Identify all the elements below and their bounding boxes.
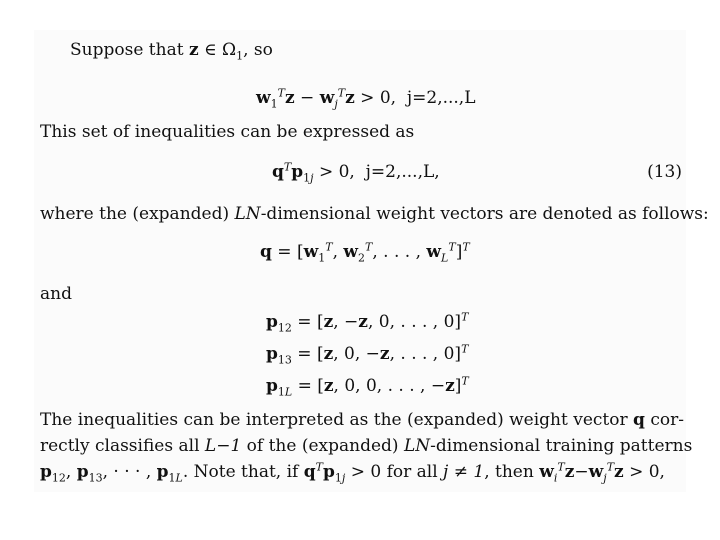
text-classifies: rectly classifies all (40, 436, 205, 456)
text-line-suppose (70, 40, 273, 63)
text-weight-vectors: -dimensional weight vectors are denoted as follows: (260, 204, 709, 224)
text-cor: cor- (644, 410, 684, 430)
text-training-patterns: -dimensional training patterns (430, 436, 693, 456)
text-interpreted: The inequalities can be interpreted as the (expanded) weight vector (40, 410, 634, 430)
equation-q-def: $q = [w_1^T$, $w_2^T$, . . . , $w_L^T]^T$ (260, 240, 470, 265)
math-ln-2: LN (403, 436, 431, 456)
math-pattern-list: $p_{12}$, $p_{13}$, · · · , $p_{1L}$ (40, 462, 183, 485)
math-in: ∈ $\Omega_1$ (204, 40, 244, 63)
math-condition: $q^Tp_{1j} > 0$ (303, 460, 382, 485)
text-line-and (40, 284, 72, 304)
document-page (34, 30, 709, 492)
math-q: q (633, 410, 645, 430)
equation-inequality: $w_1^Tz - w_j^Tz > 0$, j=2,...,L (256, 86, 476, 111)
text-line-where (40, 204, 709, 224)
text-line-set (40, 122, 414, 142)
text-note-that: . Note that, if (182, 462, 304, 482)
text-where: where the (expanded) (40, 204, 235, 224)
math-j-ne-1: j ≠ 1 (443, 462, 485, 482)
text-line-note (40, 460, 665, 485)
equation-13: $q^Tp_{1j} > 0$, j=2,...,L, (272, 160, 440, 185)
range-text: j=2,...,L (406, 88, 476, 108)
text-of-the: of the (expanded) (241, 436, 404, 456)
text-for-all: for all (381, 462, 444, 482)
text-so: , so (243, 40, 273, 60)
math-l-minus-1: L−1 (204, 436, 242, 456)
text-line-classifies (40, 436, 692, 456)
text-then: , then (484, 462, 540, 482)
equation-p13: $p_{13} = [z$, 0, −z, . . . , 0]$^T$ (266, 342, 469, 367)
range-text-comma: j=2,...,L, (365, 162, 440, 182)
text-and: and (40, 284, 72, 304)
math-ln: LN (234, 204, 261, 224)
math-conclusion: $w_i^Tz-w_j^Tz > 0$, (539, 460, 665, 485)
equation-p12: $p_{12} = [z$, −z, 0, . . . , 0]$^T$ (266, 310, 469, 335)
math-z: z (188, 40, 199, 60)
text-set-of-inequalities: This set of inequalities can be expressed as (40, 122, 415, 142)
equation-p1l: $p_{1L} = [z$, 0, 0, . . . , −z]$^T$ (266, 374, 469, 399)
text-suppose: Suppose that (70, 40, 189, 60)
equation-number: (13) (647, 162, 682, 182)
text-line-interpreted (40, 410, 684, 430)
